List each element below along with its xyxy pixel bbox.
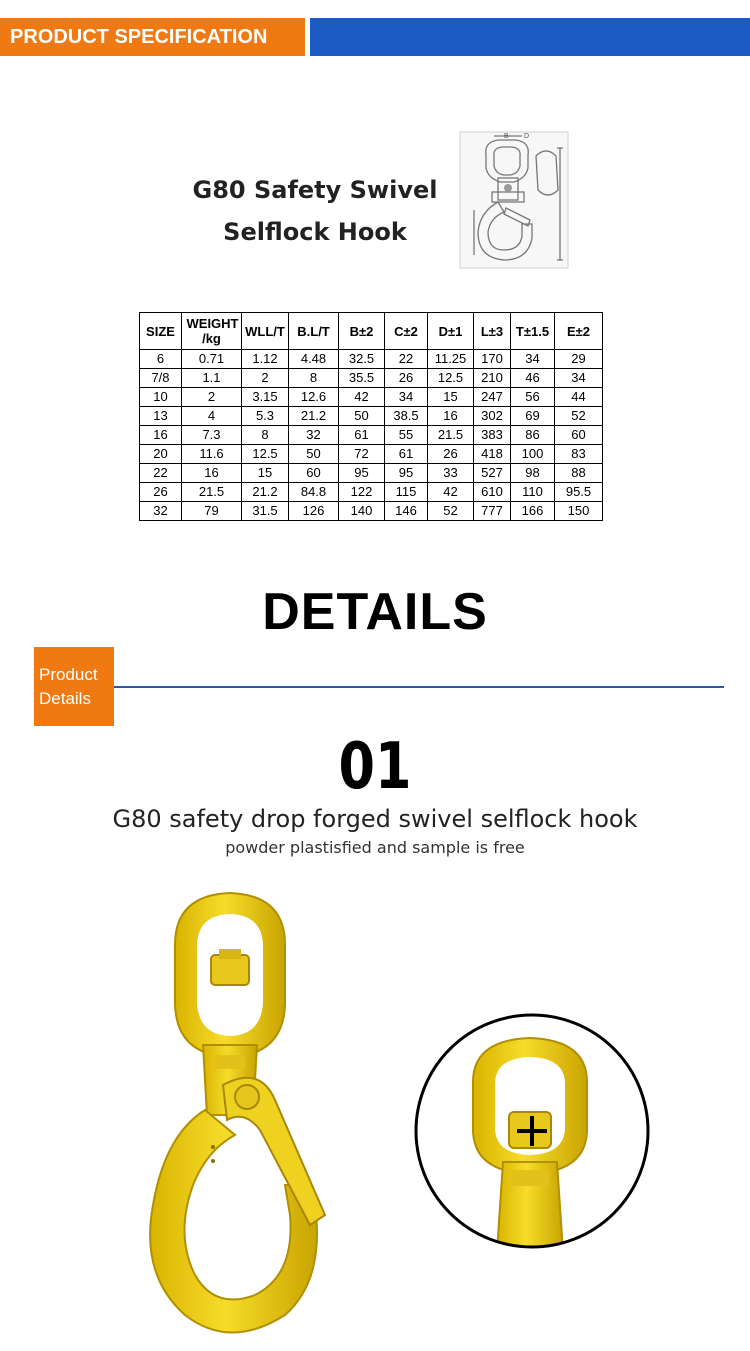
table-cell: 0.71 xyxy=(182,350,242,369)
table-cell: 32.5 xyxy=(339,350,385,369)
badge-line1: Product xyxy=(39,665,98,684)
section-title: G80 safety drop forged swivel selflock hook xyxy=(112,805,638,833)
table-cell: 34 xyxy=(511,350,555,369)
table-cell: 210 xyxy=(474,369,511,388)
table-cell: 140 xyxy=(339,502,385,521)
table-cell: 302 xyxy=(474,407,511,426)
table-row xyxy=(140,502,603,521)
table-cell: 1.12 xyxy=(242,350,289,369)
table-cell: 2 xyxy=(242,369,289,388)
table-cell: 34 xyxy=(555,369,603,388)
diagram-label-b: B xyxy=(504,133,509,140)
table-cell: 527 xyxy=(474,464,511,483)
table-cell: 610 xyxy=(474,483,511,502)
th-wll: WLL/T xyxy=(242,313,289,350)
th-weight-label: WEIGHT /kg xyxy=(186,316,239,346)
table-cell: 22 xyxy=(385,350,428,369)
table-cell: 61 xyxy=(339,426,385,445)
table-row xyxy=(140,464,603,483)
table-cell: 33 xyxy=(428,464,474,483)
table-cell: 247 xyxy=(474,388,511,407)
table-cell: 16 xyxy=(428,407,474,426)
th-bl: B.L/T xyxy=(289,313,339,350)
th-l: L±3 xyxy=(474,313,511,350)
table-cell: 11.25 xyxy=(428,350,474,369)
table-cell: 95.5 xyxy=(555,483,603,502)
product-title-line1: G80 Safety Swivel xyxy=(192,176,438,204)
table-cell: 170 xyxy=(474,350,511,369)
table-cell: 21.5 xyxy=(182,483,242,502)
table-cell: 42 xyxy=(339,388,385,407)
swivel-bolt-icon xyxy=(504,184,512,192)
section-number: 01 xyxy=(338,730,412,804)
table-cell: 3.15 xyxy=(242,388,289,407)
table-cell: 146 xyxy=(385,502,428,521)
table-cell: 7/8 xyxy=(140,369,182,388)
hook-diagram xyxy=(458,130,570,270)
th-e: E±2 xyxy=(555,313,603,350)
table-cell: 21.2 xyxy=(289,407,339,426)
table-cell: 12.6 xyxy=(289,388,339,407)
table-cell: 110 xyxy=(511,483,555,502)
table-cell: 5.3 xyxy=(242,407,289,426)
table-cell: 50 xyxy=(289,445,339,464)
product-details-badge xyxy=(34,647,114,726)
table-cell: 29 xyxy=(555,350,603,369)
table-cell: 21.5 xyxy=(428,426,474,445)
table-row xyxy=(140,445,603,464)
table-cell: 95 xyxy=(385,464,428,483)
table-cell: 1.1 xyxy=(182,369,242,388)
table-cell: 115 xyxy=(385,483,428,502)
spec-banner-label: PRODUCT SPECIFICATION xyxy=(10,26,268,48)
table-cell: 52 xyxy=(428,502,474,521)
table-cell: 56 xyxy=(511,388,555,407)
table-row xyxy=(140,369,603,388)
table-row xyxy=(140,388,603,407)
table-cell: 418 xyxy=(474,445,511,464)
table-cell: 20 xyxy=(140,445,182,464)
table-cell: 86 xyxy=(511,426,555,445)
table-cell: 4.48 xyxy=(289,350,339,369)
table-cell: 26 xyxy=(385,369,428,388)
table-cell: 95 xyxy=(339,464,385,483)
th-d: D±1 xyxy=(428,313,474,350)
table-cell: 83 xyxy=(555,445,603,464)
th-size: SIZE xyxy=(140,313,182,350)
table-cell: 35.5 xyxy=(339,369,385,388)
section-subtitle: powder plastisfied and sample is free xyxy=(225,838,525,857)
table-cell: 79 xyxy=(182,502,242,521)
table-cell: 126 xyxy=(289,502,339,521)
table-cell: 12.5 xyxy=(428,369,474,388)
table-cell: 60 xyxy=(555,426,603,445)
table-cell: 15 xyxy=(242,464,289,483)
th-b: B±2 xyxy=(339,313,385,350)
table-cell: 16 xyxy=(182,464,242,483)
table-cell: 11.6 xyxy=(182,445,242,464)
table-cell: 12.5 xyxy=(242,445,289,464)
table-cell: 8 xyxy=(242,426,289,445)
section-divider xyxy=(114,686,724,688)
table-cell: 42 xyxy=(428,483,474,502)
table-cell: 88 xyxy=(555,464,603,483)
table-cell: 383 xyxy=(474,426,511,445)
table-cell: 13 xyxy=(140,407,182,426)
diagram-label-d: D xyxy=(524,133,530,140)
spec-banner-bar xyxy=(310,18,750,56)
table-cell: 84.8 xyxy=(289,483,339,502)
table-cell: 21.2 xyxy=(242,483,289,502)
table-cell: 8 xyxy=(289,369,339,388)
table-cell: 69 xyxy=(511,407,555,426)
table-cell: 31.5 xyxy=(242,502,289,521)
table-cell: 32 xyxy=(289,426,339,445)
spec-banner xyxy=(0,18,305,56)
table-header-row xyxy=(140,313,603,350)
table-cell: 98 xyxy=(511,464,555,483)
table-cell: 6 xyxy=(140,350,182,369)
table-cell: 60 xyxy=(289,464,339,483)
th-t: T±1.5 xyxy=(511,313,555,350)
table-cell: 166 xyxy=(511,502,555,521)
table-cell: 4 xyxy=(182,407,242,426)
table-cell: 100 xyxy=(511,445,555,464)
table-cell: 61 xyxy=(385,445,428,464)
table-cell: 46 xyxy=(511,369,555,388)
table-cell: 10 xyxy=(140,388,182,407)
product-title-line2: Selflock Hook xyxy=(223,218,407,246)
th-c: C±2 xyxy=(385,313,428,350)
table-cell: 55 xyxy=(385,426,428,445)
table-row xyxy=(140,426,603,445)
table-cell: 72 xyxy=(339,445,385,464)
table-cell: 32 xyxy=(140,502,182,521)
table-cell: 15 xyxy=(428,388,474,407)
spec-table-body xyxy=(140,350,603,521)
details-heading: DETAILS xyxy=(262,583,488,641)
table-cell: 26 xyxy=(140,483,182,502)
table-cell: 50 xyxy=(339,407,385,426)
table-cell: 150 xyxy=(555,502,603,521)
th-weight xyxy=(182,313,242,350)
table-cell: 2 xyxy=(182,388,242,407)
table-row xyxy=(140,483,603,502)
spec-table xyxy=(139,312,603,521)
table-cell: 26 xyxy=(428,445,474,464)
table-row xyxy=(140,407,603,426)
table-cell: 7.3 xyxy=(182,426,242,445)
table-cell: 122 xyxy=(339,483,385,502)
table-row xyxy=(140,350,603,369)
table-cell: 34 xyxy=(385,388,428,407)
hook-photo xyxy=(135,885,335,1340)
table-cell: 16 xyxy=(140,426,182,445)
table-cell: 38.5 xyxy=(385,407,428,426)
hook-detail-zoom xyxy=(413,1012,651,1250)
table-cell: 22 xyxy=(140,464,182,483)
table-cell: 44 xyxy=(555,388,603,407)
table-cell: 52 xyxy=(555,407,603,426)
table-cell: 777 xyxy=(474,502,511,521)
badge-line2: Details xyxy=(39,689,91,708)
